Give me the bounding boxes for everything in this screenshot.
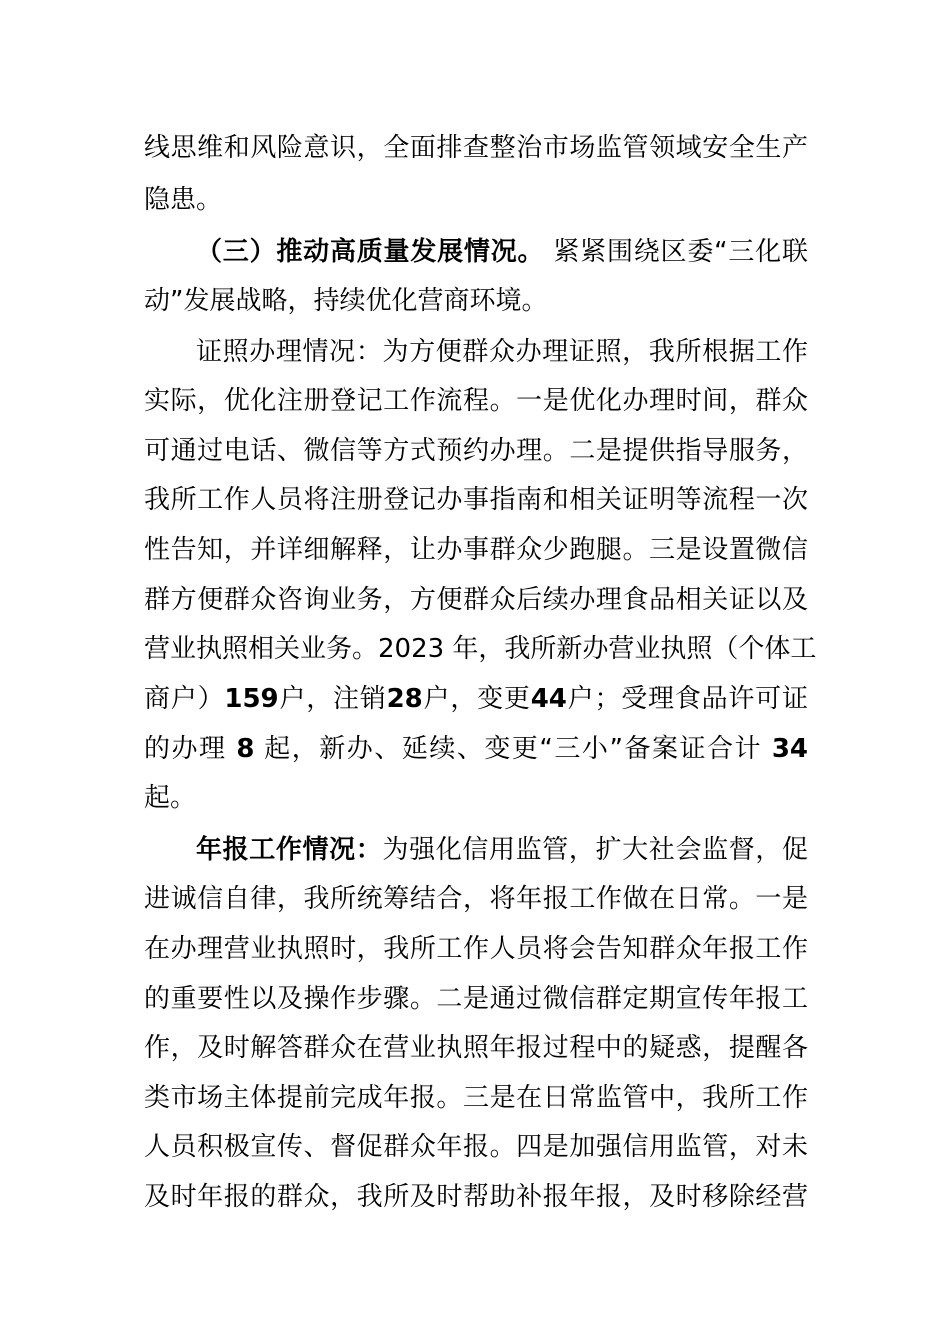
paragraph-line: [144, 733, 808, 765]
paragraph-text: 户，变更: [422, 684, 531, 714]
paragraph-text: 紧紧围绕区委“三化联: [544, 237, 808, 267]
paragraph-line: 起。: [144, 783, 197, 813]
paragraph-text: 商户）: [144, 684, 225, 714]
count-value: 34: [771, 734, 809, 764]
paragraph-line: 证照办理情况：为方便群众办理证照，我所根据工作: [196, 337, 808, 367]
paragraph-line: 营业执照相关业务。2023 年，我所新办营业执照（个体工: [144, 634, 817, 664]
count-value: 28: [386, 684, 423, 714]
paragraph-text: 的办理: [144, 734, 227, 764]
paragraph-text: 户，注销: [278, 684, 387, 714]
paragraph-text: 为强化信用监管，扩大社会监督，促: [382, 835, 808, 865]
paragraph-line: 可通过电话、微信等方式预约办理。二是提供指导服务，: [144, 436, 808, 466]
paragraph-line: 进诚信自律，我所统筹结合，将年报工作做在日常。一是: [144, 884, 808, 914]
paragraph-text: 起，新办、延续、变更“三小”备案证合计: [264, 734, 763, 764]
count-value: 44: [530, 684, 567, 714]
paragraph-line: 我所工作人员将注册登记办事指南和相关证明等流程一次: [144, 485, 808, 515]
paragraph-line: 类市场主体提前完成年报。三是在日常监管中，我所工作: [144, 1083, 808, 1113]
section-heading: 年报工作情况：: [196, 835, 383, 865]
section-heading-line: [196, 834, 808, 866]
section-heading: （三）推动高质量发展情况。: [196, 237, 545, 267]
paragraph-line: 实际，优化注册登记工作流程。一是优化办理时间，群众: [144, 386, 808, 416]
count-value: 8: [236, 734, 255, 764]
paragraph-line: 性告知，并详细解释，让办事群众少跑腿。三是设置微信: [144, 535, 808, 565]
paragraph-line: 作，及时解答群众在营业执照年报过程中的疑惑，提醒各: [144, 1033, 808, 1063]
paragraph-line: [144, 683, 808, 715]
count-value: 159: [224, 684, 279, 714]
paragraph-line: 群方便群众咨询业务，方便群众后续办理食品相关证以及: [144, 585, 808, 615]
paragraph-line: 线思维和风险意识，全面排查整治市场监管领域安全生产: [144, 133, 808, 163]
paragraph-line: 在办理营业执照时，我所工作人员将会告知群众年报工作: [144, 934, 808, 964]
paragraph-line: 及时年报的群众，我所及时帮助补报年报，及时移除经营: [144, 1182, 808, 1212]
section-heading-line: [196, 236, 808, 268]
paragraph-line: 的重要性以及操作步骤。二是通过微信群定期宣传年报工: [144, 984, 808, 1014]
paragraph-line: 动”发展战略，持续优化营商环境。: [144, 286, 548, 316]
paragraph-line: 隐患。: [144, 185, 223, 215]
paragraph-text: 户；受理食品许可证: [566, 684, 808, 714]
paragraph-line: 人员积极宣传、督促群众年报。四是加强信用监管，对未: [144, 1132, 808, 1162]
